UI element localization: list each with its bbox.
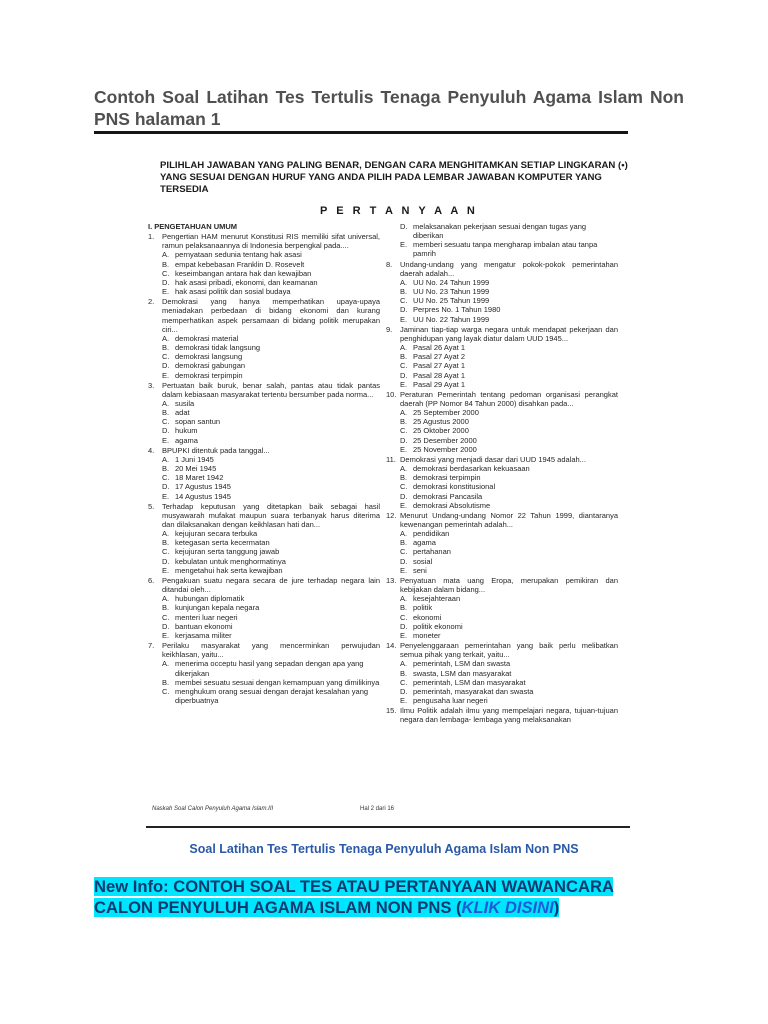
option: A. pemerintah, LSM dan swasta	[400, 659, 511, 669]
option: C. pemerintah, LSM dan masyarakat	[400, 677, 526, 687]
option: A. 1 Juni 1945	[162, 454, 214, 464]
option: D. sosial	[400, 556, 433, 566]
option: D. melaksanakan pekerjaan sesuai dengan tugas yang diberikan	[400, 222, 587, 241]
option: B. demokrasi terpimpin	[400, 473, 481, 483]
title-divider	[94, 131, 628, 134]
option: C. pertahanan	[400, 547, 451, 557]
option: B. demokrasi tidak langsung	[162, 343, 261, 353]
option: D. Pasal 28 Ayat 1	[400, 370, 465, 380]
option: B. UU No. 23 Tahun 1999	[400, 287, 490, 297]
page-title: Contoh Soal Latihan Tes Tertulis Tenaga Penyuluh Agama Islam Non PNS halaman 1	[94, 87, 684, 129]
option: C. menghukum orang sesuai dengan derajat kesalahan yang diperbuatnya	[162, 686, 369, 705]
question-15: 15. Ilmu Politik adalah ilmu yang mempelajari negara, tujuan-tujuan negara dan lembaga- lembaga yang melaksanakan	[386, 706, 618, 725]
option: A. pernyataan sedunia tentang hak asasi	[162, 250, 302, 260]
option: A. demokrasi berdasarkan kekuasaan	[400, 464, 530, 474]
option: D. demokrasi Pancasila	[400, 491, 483, 501]
option: C. menteri luar negeri	[162, 612, 238, 622]
option: D. pemerintah, masyarakat dan swasta	[400, 686, 534, 696]
image-caption: Soal Latihan Tes Tertulis Tenaga Penyuluh Agama Islam Non PNS	[189, 842, 579, 856]
option: D. kebulatan untuk menghormatinya	[162, 556, 286, 566]
option: B. politik	[400, 603, 433, 613]
question-2: 2. Demokrasi yang hanya memperhatikan upaya-upaya meniadakan perbedaan di bidang ekonomi dan kurang memperhatikan aspek persamaan di bidang politik merupakan ciri...	[148, 297, 380, 334]
subsection-title: I. PENGETAHUAN UMUM	[148, 222, 238, 231]
scan-bottom-rule	[146, 826, 630, 828]
option: A. 25 September 2000	[400, 408, 479, 418]
option: E. 14 Agustus 1945	[162, 491, 231, 501]
option: A. pendidikan	[400, 529, 450, 539]
option: E. Pasal 29 Ayat 1	[400, 379, 465, 389]
option: C. 18 Maret 1942	[162, 473, 224, 483]
option: B. agama	[400, 538, 436, 548]
option: E. demokrasi Absolutisme	[400, 500, 491, 510]
option: B. Pasal 27 Ayat 2	[400, 352, 465, 362]
option: A. susila	[162, 398, 195, 408]
question-9: 9. Jaminan tiap-tiap warga negara untuk mendapat pekerjaan dan penghidupan yang layak diatur dalam UUD 1945...	[386, 324, 618, 343]
question-12: 12. Menurut Undang-undang Nomor 22 Tahun 1999, diantaranya kewenangan pemerintah adalah...	[386, 510, 618, 529]
question-6: 6. Pengakuan suatu negara secara de jure terhadap negara lain ditandai oleh...	[148, 575, 380, 595]
option: D. 25 Desember 2000	[400, 435, 477, 445]
question-13: 13. Penyatuan mata uang Eropa, merupakan pemikiran dan kebijakan dalam bidang...	[386, 575, 618, 595]
option: C. kejujuran serta tanggung jawab	[162, 547, 280, 557]
scan-page-number: Hal 2 dari 16	[360, 806, 395, 812]
question-11: 11. Demokrasi yang menjadi dasar dari UUD 1945 adalah...	[386, 454, 586, 464]
option: E. seni	[400, 565, 427, 575]
option: A. kesejahteraan	[400, 594, 461, 604]
question-14: 14. Penyelenggaraan pemerintahan yang baik perlu melibatkan semua pihak yang terkait, yaitu...	[386, 641, 618, 660]
option: E. moneter	[400, 630, 441, 640]
question-8: 8. Undang-undang yang mengatur pokok-pokok pemerintahan daerah adalah...	[386, 259, 618, 278]
option: B. 20 Mei 1945	[162, 464, 217, 474]
new-info-banner	[94, 877, 674, 918]
option: D. bantuan ekonomi	[162, 621, 233, 631]
option: E. hak asasi politik dan sosial budaya	[162, 287, 291, 297]
option: B. membei sesuatu sesuai dengan kemampuan yang dimilikinya	[162, 677, 380, 687]
option: C. 25 Oktober 2000	[400, 426, 469, 436]
option: E. demokrasi terpimpin	[162, 370, 243, 380]
option: A. hubungan diplomatik	[162, 594, 245, 604]
option: D. Perpres No. 1 Tahun 1980	[400, 305, 501, 315]
option: C. Pasal 27 Ayat 1	[400, 361, 465, 371]
question-7: 7. Perilaku masyarakat yang mencerminkan perwujudan keikhlasan, yaitu...	[148, 641, 380, 660]
option: C. ekonomi	[400, 612, 442, 622]
option: C. keseimbangan antara hak dan kewajiban	[162, 268, 312, 278]
new-info-close: )	[553, 897, 560, 917]
section-heading: P E R T A N Y A A N	[320, 205, 478, 217]
question-10: 10. Peraturan Pemerintah tentang pedoman organisasi perangkat daerah (PP Nomor 84 Tahun 2000) disahkan pada...	[386, 389, 618, 408]
option: C. sopan santun	[162, 417, 221, 427]
new-info-text: New Info: CONTOH SOAL TES ATAU PERTANYAAN WAWANCARA CALON PENYULUH AGAMA ISLAM NON PNS (	[94, 877, 614, 917]
option: B. empat kebebasan Franklin D. Rosevelt	[162, 259, 305, 269]
question-5: 5. Terhadap keputusan yang ditetapkan baik sebagai hasil musyawarah mufakat maupun suara terbanyak harus diterima dan dilaksanakan dengan keikhlasan hati dan...	[148, 501, 380, 529]
option: E. agama	[162, 435, 198, 445]
scan-footer-source: Naskah Soal Calon Penyuluh Agama Islam.III	[152, 806, 274, 812]
option: A. menerima occeptu hasil yang sepadan dengan apa yang dikerjakan	[162, 659, 364, 678]
option: B. kunjungan kepala negara	[162, 603, 260, 613]
option: B. 25 Agustus 2000	[400, 417, 469, 427]
option: E. 25 November 2000	[400, 444, 477, 454]
option: A. kejujuran secara terbuka	[162, 529, 258, 539]
scanned-exam-page	[140, 150, 640, 840]
option: A. demokrasi material	[162, 333, 239, 343]
option: E. pengusaha luar negeri	[400, 695, 488, 705]
option: E. memberi sesuatu tanpa mengharap imbalan atau tanpa pamrih	[400, 240, 598, 259]
option: C. UU No. 25 Tahun 1999	[400, 296, 490, 306]
option: D. hak asasi pribadi, ekonomi, dan keamanan	[162, 277, 318, 287]
option: D. 17 Agustus 1945	[162, 482, 231, 492]
question-3: 3. Pertuatan baik buruk, benar salah, pantas atau tidak pantas dalam kebiasaan masyarakat tertentu bersumber pada norma...	[148, 380, 380, 399]
option: C. demokrasi langsung	[162, 352, 243, 362]
option: D. hukum	[162, 426, 198, 436]
option: A. UU No. 24 Tahun 1999	[400, 277, 490, 287]
exam-column-right	[386, 222, 618, 724]
option: E. kerjasama militer	[162, 630, 232, 640]
option: B. ketegasan serta kecermatan	[162, 538, 270, 548]
option: E. UU No. 22 Tahun 1999	[400, 314, 490, 324]
exam-column-left	[148, 222, 380, 705]
option: D. politik ekonomi	[400, 621, 463, 631]
question-1: 1. Pengertian HAM menurut Konstitusi RIS memiliki sifat universal, ramun pelaksanaannya di Indonesia berpengkal pada....	[148, 232, 380, 251]
klik-disini-link[interactable]: KLIK DISINI	[461, 897, 554, 917]
option: B. swasta, LSM dan masyarakat	[400, 668, 512, 678]
exam-instruction: PILIHLAH JAWABAN YANG PALING BENAR, DENGAN CARA MENGHITAMKAN SETIAP LINGKARAN (•) YANG SESUAI DENGAN HURUF YANG ANDA PILIH PADA LEMBAR JAWABAN KOMPUTER YANG TERSEDIA	[160, 160, 628, 195]
option: B. adat	[162, 408, 190, 418]
option: D. demokrasi gabungan	[162, 361, 246, 371]
question-4: 4. BPUPKI ditentuk pada tanggal...	[148, 445, 270, 455]
option: C. demokrasi konstitusional	[400, 482, 496, 492]
option: A. Pasal 26 Ayat 1	[400, 343, 465, 353]
option: E. mengetahui hak serta kewajiban	[162, 565, 283, 575]
